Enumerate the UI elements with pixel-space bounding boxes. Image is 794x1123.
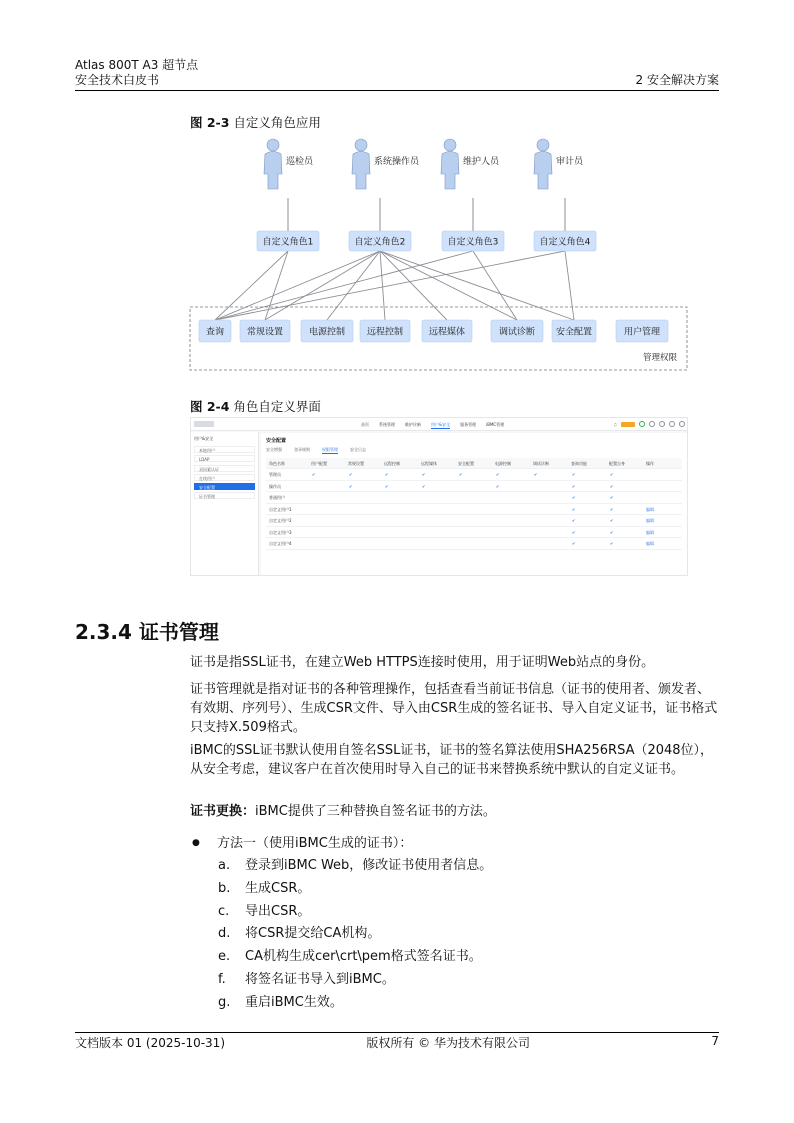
permission-label: 安全配置 bbox=[555, 327, 593, 338]
bullet-mark: ● bbox=[192, 838, 200, 848]
power-icon[interactable] bbox=[639, 421, 645, 427]
sidebar-item[interactable]: 在线用户 bbox=[194, 474, 255, 481]
ui-nav-item[interactable]: 用户&安全 bbox=[431, 422, 451, 427]
alarm-badge[interactable] bbox=[621, 422, 635, 427]
table-row bbox=[266, 492, 682, 504]
footer-rule bbox=[75, 1032, 719, 1033]
role-permission-link bbox=[327, 251, 380, 320]
permission-label: 调试诊断 bbox=[498, 327, 536, 338]
role-label: 自定义角色1 bbox=[262, 237, 314, 248]
step-letter: c. bbox=[218, 903, 230, 919]
check-icon[interactable]: ✔ bbox=[572, 506, 576, 512]
ui-nav-item[interactable]: iBMC管理 bbox=[486, 422, 505, 427]
sidebar-item[interactable]: 证书管理 bbox=[194, 492, 255, 499]
column-header: 远程控制 bbox=[384, 461, 400, 466]
person-icon bbox=[444, 139, 456, 151]
person-body-icon bbox=[264, 152, 282, 190]
permission-table bbox=[266, 458, 682, 550]
person-icon bbox=[267, 139, 279, 151]
column-header: 操作 bbox=[646, 461, 654, 466]
role-name-cell: 普通用户 bbox=[269, 495, 285, 500]
step-text: 将签名证书导入到iBMC。 bbox=[245, 972, 395, 987]
sidebar-items bbox=[194, 446, 255, 499]
ui-page-title: 安全配置 bbox=[266, 438, 287, 444]
figure-number: 图 2-4 bbox=[190, 399, 230, 414]
role-permission-link bbox=[265, 251, 380, 320]
step-text: 生成CSR。 bbox=[245, 880, 311, 896]
step-item bbox=[218, 993, 343, 1012]
ui-nav-item[interactable]: 系统管理 bbox=[379, 422, 395, 427]
check-icon[interactable]: ✔ bbox=[572, 483, 576, 489]
ui-topbar bbox=[191, 418, 688, 431]
column-header: 调试诊断 bbox=[533, 461, 549, 466]
step-item bbox=[218, 970, 395, 989]
check-icon[interactable]: ✔ bbox=[385, 472, 389, 477]
role-permission-link bbox=[215, 251, 380, 320]
footer-copyright: 版权所有 © 华为技术有限公司 bbox=[366, 1036, 530, 1050]
check-icon[interactable]: ✔ bbox=[610, 541, 614, 546]
role-name-cell: 管理员 bbox=[269, 472, 281, 477]
permission-label: 远程控制 bbox=[366, 327, 404, 338]
ui-main-panel bbox=[261, 433, 687, 575]
check-icon[interactable]: ✔ bbox=[349, 483, 353, 489]
ui-nav-item[interactable]: 服务管理 bbox=[460, 422, 477, 427]
permission-label: 远程媒体 bbox=[428, 327, 466, 338]
permission-label: 查询 bbox=[205, 327, 225, 338]
step-item bbox=[218, 879, 310, 898]
person-icon bbox=[537, 139, 549, 151]
user-label: 巡检员 bbox=[286, 157, 314, 167]
column-header: 用户配置 bbox=[311, 461, 327, 466]
sidebar-item[interactable]: 安全配置 bbox=[194, 483, 255, 490]
column-header: 远程媒体 bbox=[421, 461, 437, 466]
figure-caption-2-3 bbox=[190, 113, 321, 131]
check-icon[interactable]: ✔ bbox=[459, 472, 463, 477]
role-name-cell: 自定义用户1 bbox=[269, 506, 292, 512]
ui-nav-item[interactable]: 维护诊断 bbox=[405, 422, 421, 427]
permission-label: 常规设置 bbox=[246, 327, 284, 338]
person-body-icon bbox=[534, 152, 552, 190]
role-name-cell: 自定义用户4 bbox=[269, 541, 292, 546]
permission-label: 用户管理 bbox=[623, 327, 661, 338]
step-letter: d. bbox=[218, 926, 231, 942]
step-text: 导出CSR。 bbox=[245, 903, 311, 919]
footer-version: 文档版本 01 (2025-10-31) bbox=[75, 1036, 226, 1050]
permission-label: 电源控制 bbox=[308, 327, 346, 338]
step-item bbox=[218, 947, 482, 966]
user-label: 审计员 bbox=[556, 157, 584, 167]
role-custom-ui-screenshot bbox=[190, 417, 688, 576]
role-permission-link bbox=[565, 251, 574, 320]
ui-tabs bbox=[266, 447, 366, 454]
header-rule bbox=[75, 90, 719, 91]
check-icon[interactable]: ✔ bbox=[610, 506, 614, 512]
column-header: 电源控制 bbox=[495, 461, 511, 466]
check-icon[interactable]: ✔ bbox=[422, 472, 426, 477]
user-icon[interactable] bbox=[659, 421, 665, 427]
role-permission-link bbox=[215, 251, 473, 320]
role-permission-link bbox=[380, 251, 574, 320]
sidebar-title: 用户&安全 bbox=[194, 436, 214, 441]
check-icon[interactable]: ✔ bbox=[312, 472, 316, 477]
step-item bbox=[218, 856, 492, 875]
check-icon[interactable]: ✔ bbox=[572, 529, 576, 535]
check-icon[interactable]: ✔ bbox=[572, 472, 576, 477]
role-label: 自定义角色3 bbox=[447, 237, 499, 248]
person-icon bbox=[355, 139, 367, 151]
check-icon[interactable]: ✔ bbox=[610, 483, 614, 489]
logout-icon[interactable] bbox=[679, 421, 685, 427]
table-row bbox=[266, 538, 682, 550]
column-header: 查询功能 bbox=[571, 461, 587, 466]
column-header: 角色名称 bbox=[269, 461, 285, 466]
header-doc-title: 安全技术白皮书 bbox=[75, 73, 160, 87]
ui-tab[interactable]: 安全增强 bbox=[266, 447, 282, 452]
paragraph-4-label: 证书更换： bbox=[190, 804, 256, 819]
ui-tab[interactable]: 安全日志 bbox=[350, 447, 366, 452]
edit-link[interactable]: 编辑 bbox=[646, 541, 654, 546]
edit-link[interactable]: 编辑 bbox=[646, 529, 654, 535]
role-diagram bbox=[185, 134, 695, 374]
check-icon[interactable]: ✔ bbox=[572, 541, 576, 546]
user-label: 系统操作员 bbox=[374, 157, 420, 167]
role-name-cell: 自定义用户3 bbox=[269, 529, 292, 535]
paragraph-4 bbox=[190, 802, 720, 821]
step-text: 登录到iBMC Web，修改证书使用者信息。 bbox=[245, 858, 493, 873]
step-text: 重启iBMC生效。 bbox=[245, 994, 343, 1010]
sidebar-item[interactable]: LDAP bbox=[194, 455, 255, 462]
edit-link[interactable]: 编辑 bbox=[646, 518, 654, 523]
bullet-item bbox=[192, 832, 412, 851]
check-icon[interactable]: ✔ bbox=[496, 472, 500, 477]
paragraph-3: iBMC的SSL证书默认使用自签名SSL证书，证书的签名算法使用SHA256RSA（2048位），从安全考虑，建议客户在首次使用时导入自己的证书来替换系统中默认的自定义证书。 bbox=[190, 743, 714, 777]
column-header: 安全配置 bbox=[458, 461, 474, 466]
ui-sidebar bbox=[191, 432, 259, 576]
step-letter: a. bbox=[218, 858, 231, 873]
figure-title: 角色自定义界面 bbox=[233, 399, 321, 414]
ui-logo bbox=[194, 421, 214, 427]
check-icon[interactable]: ✔ bbox=[610, 472, 614, 477]
role-permission-link bbox=[215, 251, 288, 320]
step-letter: b. bbox=[218, 880, 231, 896]
step-item bbox=[218, 902, 310, 921]
page-header bbox=[75, 58, 719, 88]
person-body-icon bbox=[441, 152, 459, 190]
check-icon[interactable]: ✔ bbox=[610, 518, 614, 523]
table-row bbox=[266, 504, 682, 516]
role-label: 自定义角色4 bbox=[539, 237, 591, 248]
check-icon[interactable]: ✔ bbox=[534, 472, 538, 477]
table-row bbox=[266, 515, 682, 527]
table-row bbox=[266, 527, 682, 539]
step-letter: g. bbox=[218, 994, 231, 1010]
paragraph-1: 证书是指SSL证书，在建立Web HTTPS连接时使用，用于证明Web站点的身份。 bbox=[190, 655, 655, 670]
table-row bbox=[266, 469, 682, 481]
check-icon[interactable]: ✔ bbox=[610, 495, 614, 500]
step-item bbox=[218, 924, 380, 943]
role-permission-link bbox=[380, 251, 517, 320]
page-number: 7 bbox=[711, 1034, 719, 1048]
sidebar-item[interactable]: 本地用户 bbox=[194, 446, 255, 453]
check-icon[interactable]: ✔ bbox=[610, 529, 614, 535]
paragraph-4-text: iBMC提供了三种替换自签名证书的方法。 bbox=[255, 804, 496, 819]
role-name-cell: 操作员 bbox=[269, 483, 281, 489]
role-permission-link bbox=[380, 251, 385, 320]
step-text: CA机构生成cer\crt\pem格式签名证书。 bbox=[245, 949, 482, 965]
sidebar-item[interactable]: 双因素认证 bbox=[194, 465, 255, 472]
header-product: Atlas 800T A3 超节点 bbox=[75, 58, 199, 72]
role-label: 自定义角色2 bbox=[354, 237, 406, 248]
column-header: 配置自身 bbox=[609, 461, 625, 466]
ui-toolbar bbox=[613, 421, 685, 427]
figure-number: 图 2-3 bbox=[190, 115, 230, 130]
check-icon[interactable]: ✔ bbox=[349, 472, 353, 477]
ui-tab[interactable]: 权限管理 bbox=[322, 447, 338, 452]
section-title: 2.3.4 证书管理 bbox=[75, 620, 219, 644]
table-row bbox=[266, 481, 682, 493]
step-letter: e. bbox=[218, 949, 231, 965]
bullet-text: 方法一（使用iBMC生成的证书）： bbox=[217, 836, 413, 851]
check-icon[interactable]: ✔ bbox=[422, 483, 426, 489]
ui-nav-item[interactable]: 首页 bbox=[361, 422, 369, 427]
person-body-icon bbox=[352, 152, 370, 190]
column-header: 常规设置 bbox=[348, 461, 364, 466]
user-label: 维护人员 bbox=[463, 157, 500, 167]
page-footer bbox=[75, 1034, 719, 1051]
figure-caption-2-4 bbox=[190, 397, 321, 415]
check-icon[interactable]: ✔ bbox=[496, 483, 500, 489]
header-chapter: 2 安全解决方案 bbox=[635, 73, 719, 87]
bell-icon[interactable]: ♫ bbox=[613, 421, 617, 427]
step-letter: f. bbox=[218, 972, 226, 987]
help-icon[interactable] bbox=[669, 421, 675, 427]
check-icon[interactable]: ✔ bbox=[385, 483, 389, 489]
permission-group-label: 管理权限 bbox=[642, 353, 677, 363]
edit-link[interactable]: 编辑 bbox=[646, 506, 654, 512]
step-text: 将CSR提交给CA机构。 bbox=[245, 926, 381, 942]
check-icon[interactable]: ✔ bbox=[572, 518, 576, 523]
check-icon[interactable]: ✔ bbox=[572, 495, 576, 500]
ui-tab[interactable]: 登录规则 bbox=[294, 447, 310, 452]
figure-title: 自定义角色应用 bbox=[233, 115, 321, 130]
ui-main-nav bbox=[361, 422, 504, 429]
table-header bbox=[266, 458, 682, 469]
role-name-cell: 自定义用户2 bbox=[269, 518, 292, 523]
refresh-icon[interactable] bbox=[649, 421, 655, 427]
paragraph-2: 证书管理就是指对证书的各种管理操作，包括查看当前证书信息（证书的使用者、颁发者、有效期、序列号）、生成CSR文件、导入由CSR生成的签名证书、导入自定义证书，证书格式只支持X.509格式。 bbox=[190, 682, 718, 735]
